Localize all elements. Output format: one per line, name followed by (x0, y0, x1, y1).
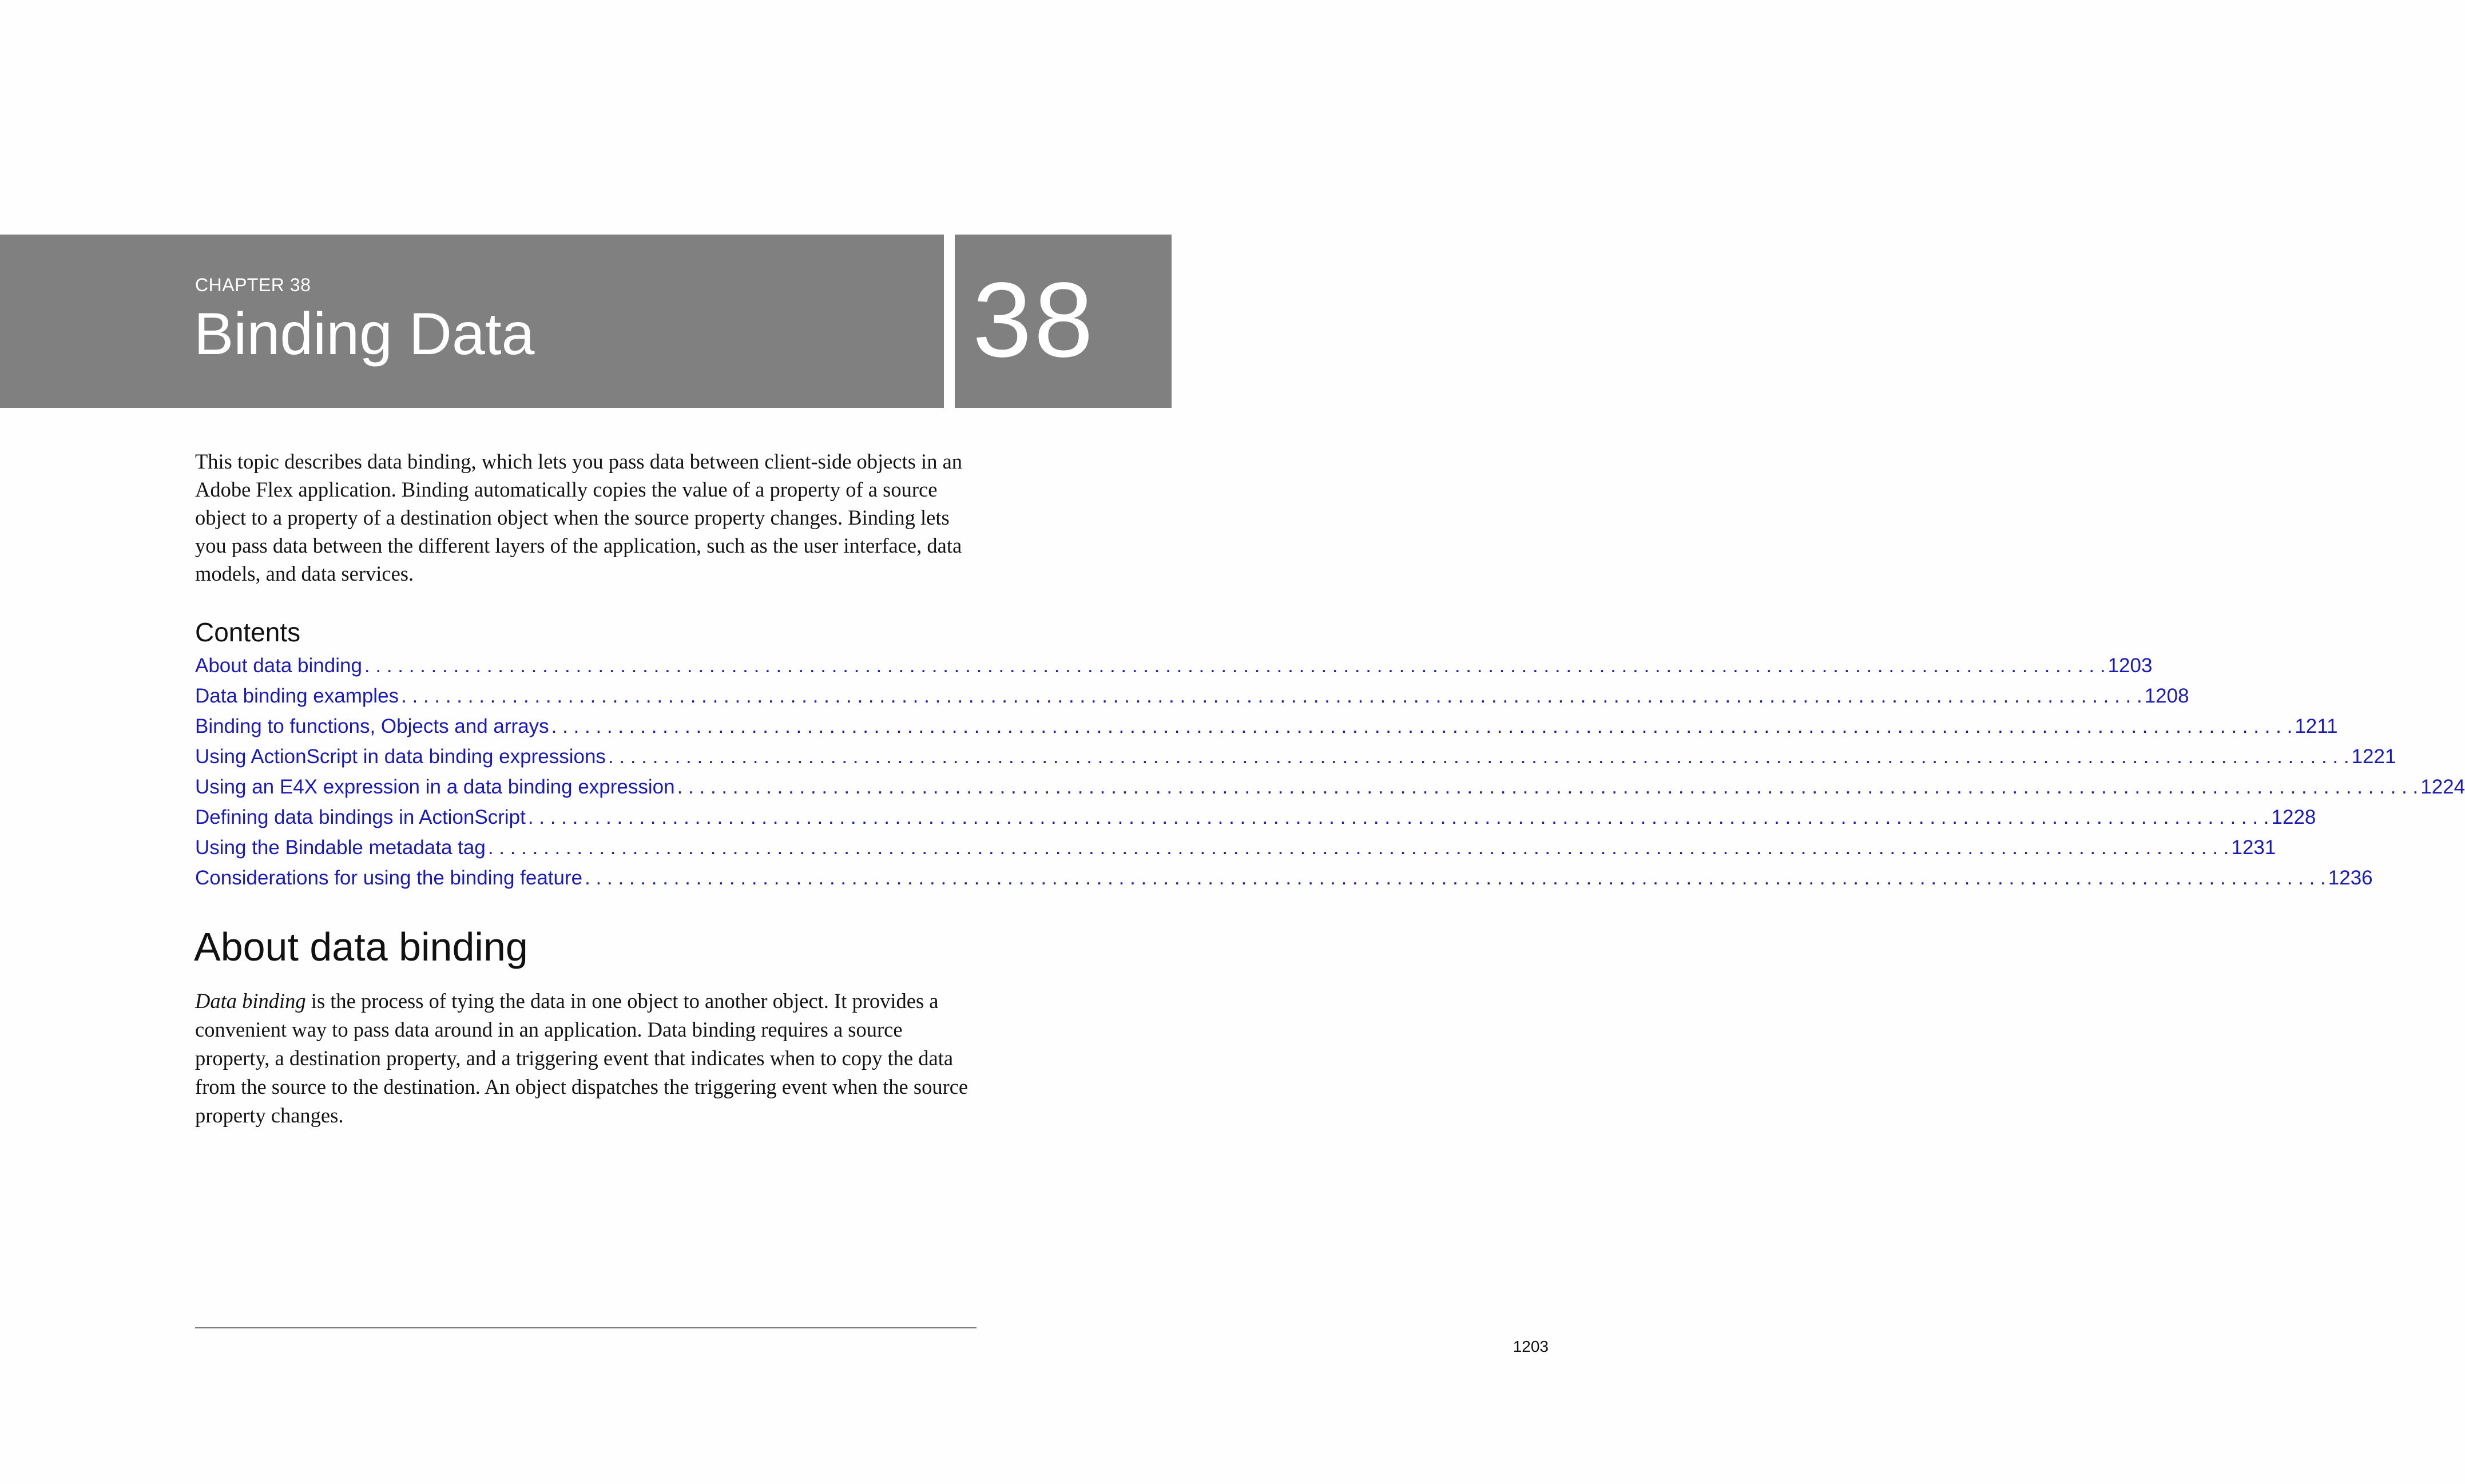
chapter-title: Binding Data (194, 301, 535, 367)
intro-paragraph: This topic describes data binding, which lets you pass data between client-side objects in an Adobe Flex application. Binding automatically copies the value of a property of a source object to a property of a destination object when the source property changes. Binding lets you pass data between the different layers of the application, such as the user interface, data models, and data services. (195, 450, 963, 585)
toc-title: Using the Bindable metadata tag (195, 836, 486, 859)
toc-leader (677, 776, 2419, 799)
contents-heading: Contents (195, 617, 301, 647)
toc-leader (551, 715, 2293, 738)
toc-title: Binding to functions, Objects and arrays (195, 715, 549, 737)
toc-page: 1224 (2420, 776, 2465, 798)
page-number: 1203 (1513, 1338, 1549, 1355)
toc-title: Defining data bindings in ActionScript (195, 806, 526, 828)
section-body-text: is the process of tying the data in one object to another object. It provides a convenient way to pass data around in an application. Data binding requires a source property, a destination property, and a triggering event that indicates when to copy the data from the source to the destination. An object dispatches the triggering event when the source property changes. (195, 989, 968, 1127)
toc-title: About data binding (195, 654, 362, 677)
section-heading: About data binding (194, 924, 528, 969)
footer-rule (195, 1327, 977, 1328)
toc-page: 1221 (2351, 745, 2396, 768)
chapter-number: 38 (972, 261, 1095, 379)
toc-page: 1203 (2107, 654, 2153, 677)
toc-leader (488, 836, 2229, 859)
toc-link-about-data-binding[interactable] (195, 654, 2153, 685)
toc-title: Using an E4X expression in a data binding expression (195, 776, 675, 798)
toc-leader (585, 867, 2326, 890)
section-paragraph (195, 987, 979, 1130)
toc-page: 1231 (2231, 836, 2276, 859)
toc-leader (528, 806, 2269, 829)
toc-link-considerations[interactable] (195, 867, 2373, 897)
toc-link-using-actionscript[interactable] (195, 745, 2396, 776)
table-of-contents (195, 654, 2465, 897)
toc-title: Using ActionScript in data binding expressions (195, 745, 606, 768)
toc-link-e4x-expression[interactable] (195, 776, 2465, 806)
toc-page: 1208 (2144, 685, 2189, 707)
toc-leader (401, 685, 2142, 708)
toc-leader (364, 654, 2106, 677)
toc-title: Considerations for using the binding feature (195, 867, 583, 889)
section-term: Data binding (195, 989, 306, 1013)
toc-leader (608, 745, 2349, 768)
toc-page: 1211 (2295, 715, 2338, 737)
toc-page: 1228 (2271, 806, 2316, 828)
toc-link-bindable-metadata[interactable] (195, 836, 2276, 867)
toc-link-data-binding-examples[interactable] (195, 685, 2189, 715)
chapter-label: CHAPTER 38 (195, 275, 311, 295)
toc-title: Data binding examples (195, 685, 399, 707)
toc-link-defining-bindings[interactable] (195, 806, 2316, 836)
toc-page: 1236 (2328, 867, 2373, 889)
toc-link-binding-to-functions[interactable] (195, 715, 2338, 745)
